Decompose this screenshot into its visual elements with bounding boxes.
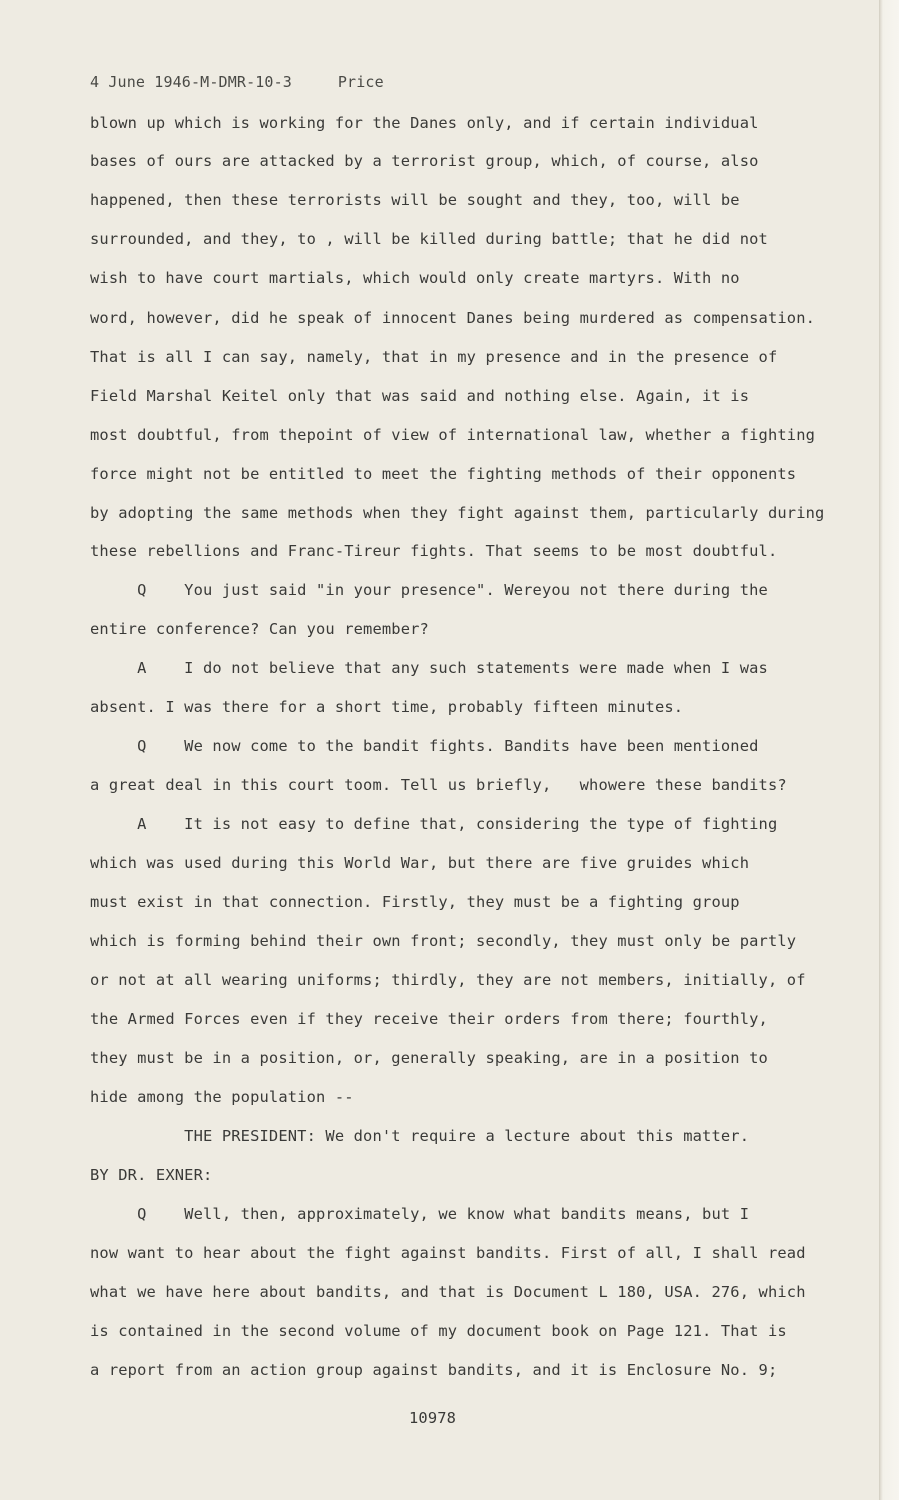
text-line: force might not be entitled to meet the fighting methods of their opponents [90,465,797,483]
text-line: which is forming behind their own front; secondly, they must only be partly [90,932,797,950]
text-line: surrounded, and they, to , will be killed during battle; that he did not [90,230,768,248]
text-line: or not at all wearing uniforms; thirdly, they are not members, initially, of [90,971,806,989]
text-line: Q Well, then, approximately, we know what bandits means, but I [90,1205,750,1223]
text-line: Q You just said "in your presence". Wereyou not there during the [90,581,768,599]
text-line: now want to hear about the fight against bandits. First of all, I shall read [90,1244,806,1262]
text-line: BY DR. EXNER: [90,1166,213,1184]
text-line: a report from an action group against bandits, and it is Enclosure No. 9; [90,1361,778,1379]
page-number: 10978 [409,1409,457,1427]
text-line: A It is not easy to define that, considering the type of fighting [90,815,778,833]
text-line: the Armed Forces even if they receive their orders from there; fourthly, [90,1010,768,1028]
text-line: blown up which is working for the Danes only, and if certain individual [90,114,759,132]
text-line: hide among the population -- [90,1088,354,1106]
text-line: A I do not believe that any such statements were made when I was [90,659,768,677]
text-line: entire conference? Can you remember? [90,620,429,638]
text-line: most doubtful, from thepoint of view of international law, whether a fighting [90,426,816,444]
text-line: by adopting the same methods when they fight against them, particularly during [90,504,825,522]
text-line: which was used during this World War, but there are five gruides which [90,854,750,872]
text-line: what we have here about bandits, and that is Document L 180, USA. 276, which [90,1283,806,1301]
text-line: THE PRESIDENT: We don't require a lecture about this matter. [90,1127,750,1145]
text-line: That is all I can say, namely, that in my presence and in the presence of [90,348,778,366]
text-line: wish to have court martials, which would only create martyrs. With no [90,269,740,287]
text-line: these rebellions and Franc-Tireur fights. That seems to be most doubtful. [90,542,778,560]
text-line: they must be in a position, or, generally speaking, are in a position to [90,1049,768,1067]
text-line: word, however, did he speak of innocent Danes being murdered as compensation. [90,309,816,327]
text-line: Field Marshal Keitel only that was said and nothing else. Again, it is [90,387,750,405]
page-header: 4 June 1946-M-DMR-10-3 Price [90,73,384,91]
paper-edge [880,0,899,1500]
text-line: Q We now come to the bandit fights. Bandits have been mentioned [90,737,759,755]
text-line: absent. I was there for a short time, probably fifteen minutes. [90,698,684,716]
text-line: must exist in that connection. Firstly, they must be a fighting group [90,893,740,911]
text-line: happened, then these terrorists will be sought and they, too, will be [90,191,740,209]
text-line: is contained in the second volume of my document book on Page 121. That is [90,1322,787,1340]
text-line: a great deal in this court toom. Tell us briefly, whowere these bandits? [90,776,787,794]
text-line: bases of ours are attacked by a terrorist group, which, of course, also [90,152,759,170]
